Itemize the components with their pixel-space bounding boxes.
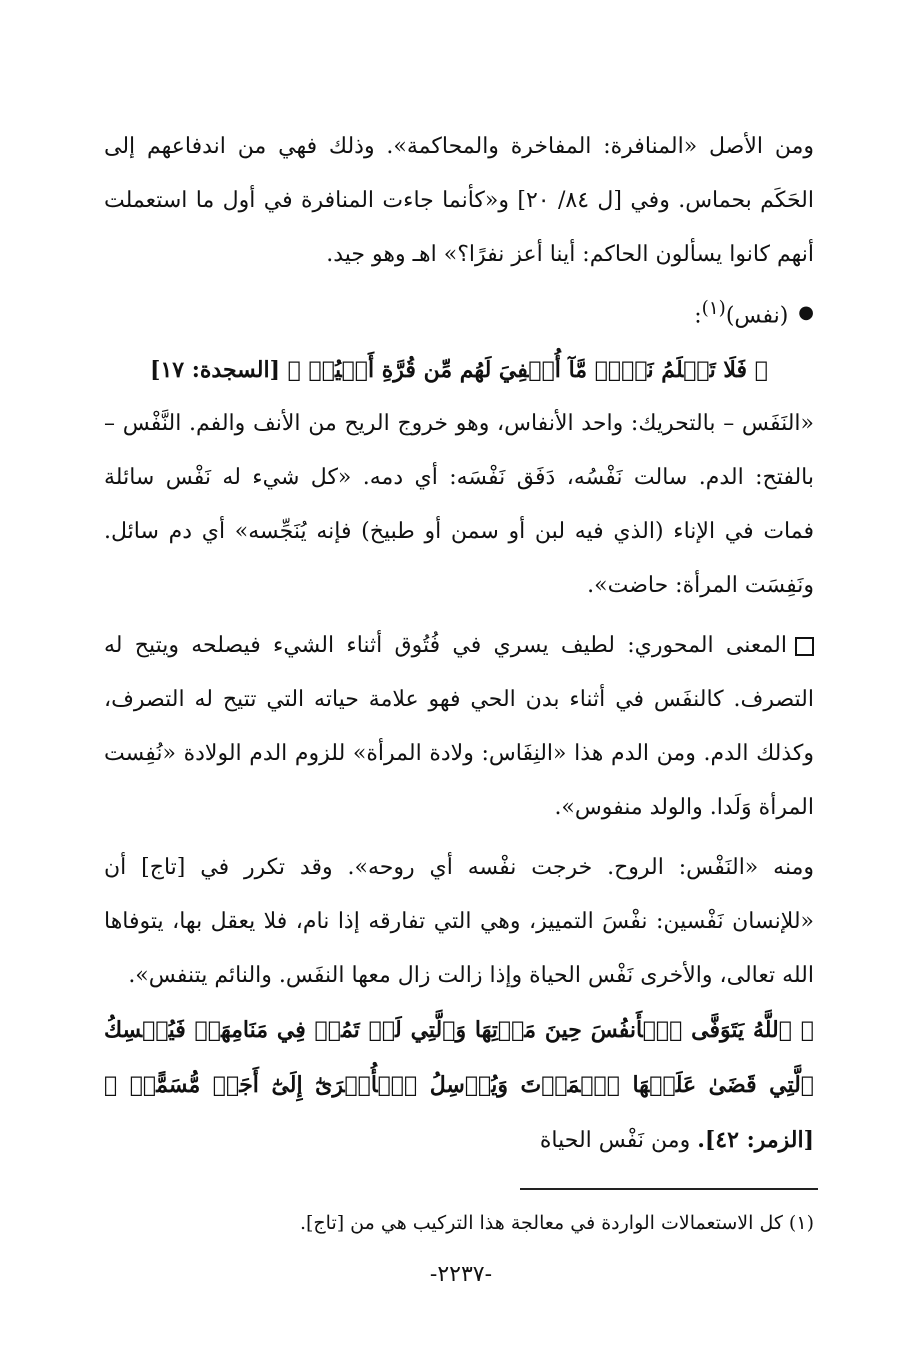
entry-heading: [104, 282, 814, 343]
footnote-divider: [520, 1188, 818, 1190]
footnote: (١) كل الاستعمالات الواردة في معالجة هذا التركيب هي من [تاج].: [299, 1212, 814, 1234]
bullet-icon: ●: [798, 301, 814, 323]
paragraph-core-meaning: المعنى المحوري: لطيف يسري في فُتُوق أثناء الشيء فيصلحه ويتيح له التصرف. كالنفَس في أثناء بدن الحي فهو علامة حياته التي تتيح له التصرف، وكذلك الدم. ومن الدم هذا «النِفَاس: ولادة المرأة» للزوم الدم الولادة «نُفِست المرأة وَلَدا. والولد منفوس».: [104, 633, 814, 821]
main-text: [104, 120, 814, 1168]
continuation-text: ومن نَفْس الحياة: [539, 1128, 691, 1154]
paragraph-definition: «النَفَس – بالتحريك: واحد الأنفاس، وهو خروج الريح من الأنف والفم. النَّفْس – بالفتح: الدم. سالت نَفْسُه، دَفَق نَفْسَه: أي دمه. «كل شيء له نَفْس سائلة فمات في الإناء (الذي فيه لبن أو سمن أو طبيخ) فإنه يُنَجِّسه» أي دم سائل. ونَفِسَت المرأة: حاضت».: [104, 411, 814, 599]
quran-verse-zumar: ﴿ ٱللَّهُ يَتَوَفَّى ٱلۡأَنفُسَ حِينَ مَوۡتِهَا وَٱلَّتِي لَمۡ تَمُتۡ فِي مَنَامِهَاۖ فَيُمۡسِكُ ٱلَّتِي قَضَىٰ عَلَيۡهَا ٱلۡمَوۡتَ وَيُرۡسِلُ ٱلۡأُخۡرَىٰٓ إِلَىٰٓ أَجَلٖ مُّسَمًّىۚ ﴾ [الزمر: ٤٢].: [104, 1017, 814, 1154]
paragraph-soul: ومنه «النَفْس: الروح. خرجت نفْسه أي روحه». وقد تكرر في [تاج] أن «للإنسان نَفْسين: نفْسَ التمييز، وهي التي تفارقه إذا نام، فلا يعقل بها، يتوفاها الله تعالى، والأخرى نَفْس الحياة وإذا زالت زال معها النفَس. والنائم يتنفس».: [104, 855, 814, 989]
quran-verse-sajda: ﴿ فَلَا تَعۡلَمُ نَفۡسٞ مَّآ أُخۡفِيَ لَهُم مِّن قُرَّةِ أَعۡيُنٖ ﴾ [السجدة: ١٧]: [150, 357, 768, 384]
paragraph-verse-zumar: [104, 1003, 814, 1168]
entry-title: (نفس)$^{(١)}$:: [694, 298, 789, 329]
paragraph-nafr-tail: ومن الأصل «المنافرة: المفاخرة والمحاكمة». وذلك فهي من اندفاعهم إلى الحَكَم بحماس. وفي [ل ٨٤/ ٢٠] و«كأنما جاءت المنافرة في أول ما استعملت أنهم كانوا يسألون الحاكم: أينا أعز نفرًا؟» اهـ وهو جيد.: [104, 134, 814, 267]
footnote-ref: (١): [701, 298, 726, 319]
page-number: -٢٢٣٧-: [429, 1262, 493, 1287]
square-box-icon: [795, 637, 814, 656]
